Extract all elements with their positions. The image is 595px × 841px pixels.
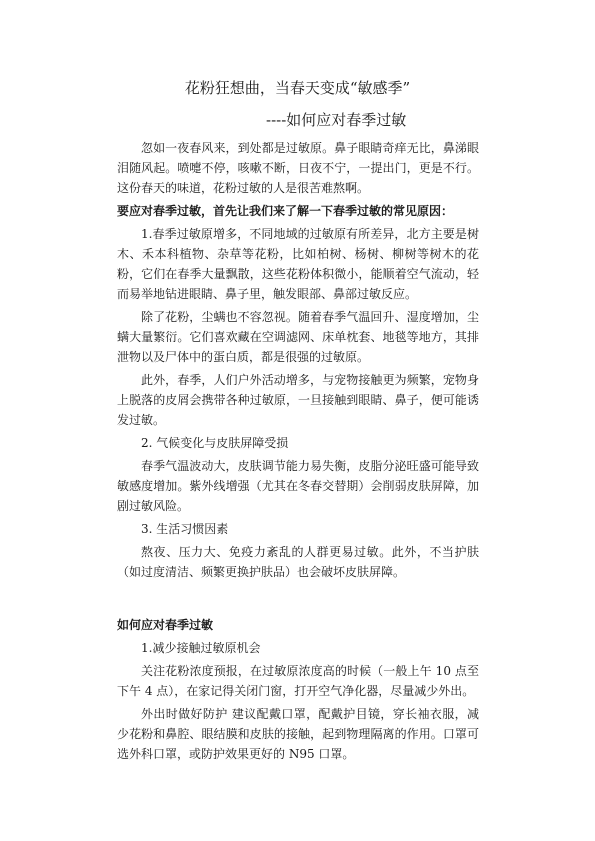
pollen-forecast-paragraph: 关注花粉浓度预报，在过敏原浓度高的时候（一般上午 10 点至下午 4 点），在家记得关闭门窗，打开空气净化器，尽量减少外出。 <box>117 664 479 698</box>
document-title: 花粉狂想曲，当春天变成“敏感季” <box>184 79 411 97</box>
section-spacer <box>117 585 479 615</box>
document-body <box>117 138 479 767</box>
document-subtitle: ----如何应对春季过敏 <box>266 111 407 129</box>
habits-paragraph: 熬夜、压力大、免疫力紊乱的人群更易过敏。此外，不当护肤（如过度清洁、频繁更换护肤品）也会破坏皮肤屏障。 <box>117 545 479 579</box>
section-heading-coping: 如何应对春季过敏 <box>117 618 214 632</box>
cause-allergens-paragraph: 1.春季过敏原增多，不同地域的过敏原有所差异，北方主要是树木、禾本科植物、杂草等花粉，比如柏树、杨树、柳树等树木的花粉，它们在春季大量飘散，这些花粉体积微小，能顺着空气流动，轻而易举地钻进眼睛、鼻子里，触发眼部、鼻部过敏反应。 <box>117 227 479 301</box>
coping-item-1-heading: 1.减少接触过敏原机会 <box>141 641 261 655</box>
cause-climate-heading: 2. 气候变化与皮肤屏障受损 <box>141 436 289 450</box>
section-heading-causes: 要应对春季过敏，首先让我们来了解一下春季过敏的常见原因： <box>117 204 454 218</box>
pet-paragraph: 此外，春季，人们户外活动增多，与宠物接触更为频繁，宠物身上脱落的皮屑会携带各种过敏原，一旦接触到眼睛、鼻子，便可能诱发过敏。 <box>117 373 479 427</box>
dust-mite-paragraph: 除了花粉，尘螨也不容忽视。随着春季气温回升、湿度增加，尘螨大量繁衍。它们喜欢藏在空调滤网、床单枕套、地毯等地方，其排泄物以及尸体中的蛋白质，都是很强的过敏原。 <box>117 310 479 364</box>
cause-habits-heading: 3. 生活习惯因素 <box>141 522 229 536</box>
intro-paragraph: 忽如一夜春风来，到处都是过敏原。鼻子眼睛奇痒无比，鼻涕眼泪随风起。喷嚏不停，咳嗽不断，日夜不宁，一提出门，更是不行。这份春天的味道，花粉过敏的人是很苦难熬啊。 <box>117 141 479 195</box>
protection-paragraph: 外出时做好防护 建议配戴口罩，配戴护目镜，穿长袖衣服，减少花粉和鼻腔、眼结膜和皮肤的接触，起到物理隔离的作用。口罩可选外科口罩，或防护效果更好的 N95 口罩。 <box>117 707 479 761</box>
climate-paragraph: 春季气温波动大，皮肤调节能力易失衡，皮脂分泌旺盛可能导致敏感度增加。紫外线增强（尤其在冬春交替期）会削弱皮肤屏障，加剧过敏风险。 <box>117 459 479 513</box>
